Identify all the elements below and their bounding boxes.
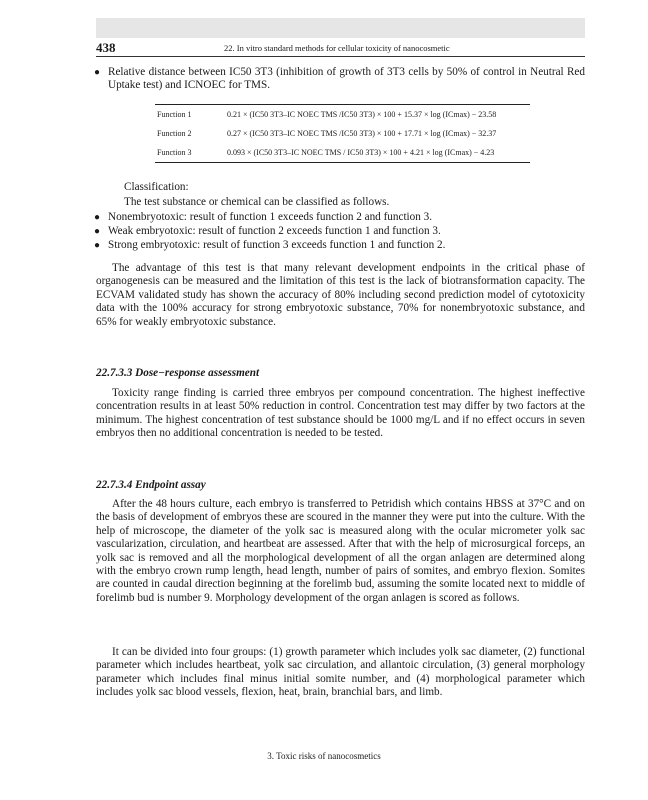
function-label: Function 2 (157, 129, 192, 138)
intro-bullet-text: Relative distance between IC50 3T3 (inhibition of growth of 3T3 cells by 50% of control in Neutral Red Uptake test) and ICNOEC for TMS. (108, 66, 585, 92)
bullet-icon: ● (94, 240, 101, 251)
function-formula: 0.27 × (IC50 3T3–IC NOEC TMS /IC50 3T3) × 100 + 17.71 × log (ICmax) − 32.37 (227, 129, 497, 138)
header-band (96, 18, 585, 38)
intro-bullet (94, 66, 585, 93)
function-label: Function 1 (157, 110, 192, 119)
classification-item: Nonembryotoxic: result of function 1 exceeds function 2 and function 3. (108, 211, 433, 223)
dose-response-paragraph: Toxicity range finding is carried three embryos per compound concentration. The highest ineffective concentration results in at least 50% reduction in control. Concentration test may differ by two factors at the minimum. The highest concentration of test substance should be 1000 mg/L and if no effect occurs in seven embryos then no additional concentration is needed to be tested. (96, 387, 585, 440)
function-row (155, 143, 530, 162)
list-item (94, 211, 585, 224)
bullet-icon: ● (94, 67, 101, 78)
advantage-paragraph: The advantage of this test is that many relevant development endpoints in the critical phase of organogenesis can be measured and the limitation of this test is the lack of biotransformation capacity. The ECVAM validated study has shown the accuracy of 80% including second prediction model of cytotoxicity data with the 100% accuracy for strong embryotoxic substance, 70% for nonembryotoxic substance, and 65% for weakly embryotoxic substance. (96, 262, 585, 328)
bullet-icon: ● (94, 226, 101, 237)
section-heading-endpoint-assay: 22.7.3.4 Endpoint assay (96, 479, 206, 491)
list-item (94, 239, 585, 252)
classification-item: Weak embryotoxic: result of function 2 exceeds function 1 and function 3. (108, 225, 441, 237)
classification-item: Strong embryotoxic: result of function 3 exceeds function 1 and function 2. (108, 239, 446, 251)
classification-intro: The test substance or chemical can be classified as follows. (124, 196, 390, 208)
function-formula: 0.093 × (IC50 3T3–IC NOEC TMS / IC50 3T3) × 100 + 4.21 × log (ICmax) − 4.23 (227, 148, 495, 157)
running-title: 22. In vitro standard methods for cellular toxicity of nanocosmetic (224, 43, 450, 53)
bullet-icon: ● (94, 212, 101, 223)
running-header (96, 40, 585, 57)
list-item (94, 225, 585, 238)
endpoint-paragraph-2: It can be divided into four groups: (1) growth parameter which includes yolk sac diameter, (2) functional parameter which includes heartbeat, yolk sac circulation, and allantoic circulation, (3) general morphology parameter which includes final minus initial somite number, and (4) morphological parameter which includes yolk sac blood vessels, flexion, heat, brain, branchial bars, and limb. (96, 646, 585, 699)
classification-heading: Classification: (124, 181, 189, 193)
function-formula: 0.21 × (IC50 3T3–IC NOEC TMS /IC50 3T3) × 100 + 15.37 × log (ICmax) − 23.58 (227, 110, 497, 119)
page-number: 438 (96, 40, 116, 55)
function-label: Function 3 (157, 148, 192, 157)
function-row (155, 105, 530, 124)
functions-table (155, 104, 530, 163)
page-footer: 3. Toxic risks of nanocosmetics (267, 751, 381, 761)
section-heading-dose-response: 22.7.3.3 Dose−response assessment (96, 367, 260, 379)
endpoint-paragraph-1: After the 48 hours culture, each embryo is transferred to Petridish which contains HBSS at 37°C and on the basis of development of embryos these are scoured in the manner they were put into the culture. With the help of microscope, the diameter of the yolk sac is measured along with the ocular micrometer yolk sac vascularization, circulation, and heartbeat are assessed. After that with the help of microsurgical forceps, an yolk sac is removed and all the morphological development of all the organ anlagen are determined along with the embryo crown rump length, head length, number of pairs of somites, and embryo flexion. Somites are counted in caudal direction beginning at the forelimb bud, assuming the somite located next to middle of forelimb bud is number 9. Morphology development of the organ anlagen is scored as follows. (96, 498, 585, 604)
function-row (155, 124, 530, 143)
